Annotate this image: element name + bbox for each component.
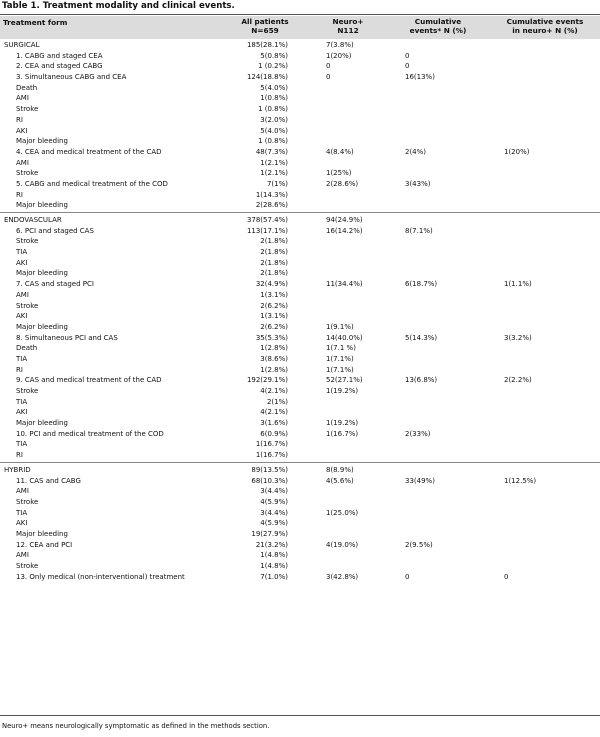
cell-cumulative-neuro: 1(20%): [504, 147, 530, 156]
table-row: [0, 258, 600, 269]
table-row: [0, 179, 600, 190]
header-treatment-form: Treatment form: [3, 18, 68, 27]
cell-all-patients: 21(3.2%): [255, 540, 288, 549]
cell-all-patients: 2(6.2%): [260, 301, 288, 310]
cell-cumulative-events: 2(33%): [405, 429, 431, 438]
table-row: [0, 450, 600, 461]
table-row: [0, 115, 600, 126]
cell-all-patients: 35(5.3%): [255, 333, 288, 342]
row-label: HYBRID: [4, 465, 31, 474]
row-label: 4. CEA and medical treatment of the CAD: [16, 147, 162, 156]
section-divider: [0, 212, 600, 213]
cell-all-patients: 2(1.8%): [260, 237, 288, 246]
cell-all-patients: 1(16.7%): [255, 451, 288, 460]
row-label: RI: [16, 115, 23, 124]
table-row: [0, 333, 600, 344]
cell-neuro: 1(20%): [326, 51, 352, 60]
cell-all-patients: 4(5.9%): [260, 497, 288, 506]
cell-all-patients: 3(4.4%): [260, 508, 288, 517]
table-row: [0, 61, 600, 72]
table-row: [0, 126, 600, 137]
table-row: [0, 343, 600, 354]
cell-neuro: 4(19.0%): [326, 540, 359, 549]
table-row: [0, 247, 600, 258]
table-row: [0, 486, 600, 497]
table-row: [0, 158, 600, 169]
row-label: TIA: [16, 440, 28, 449]
cell-all-patients: 378(57.4%): [246, 216, 288, 224]
row-label: Major bleeding: [16, 529, 68, 538]
row-label: Major bleeding: [16, 322, 68, 331]
cell-neuro: 4(5.6%): [326, 476, 354, 485]
cell-all-patients: 1 (0.8%): [258, 105, 288, 114]
table-row: [0, 397, 600, 408]
cell-neuro: 1(16.7%): [326, 429, 359, 438]
cell-cumulative-neuro: 0: [504, 572, 509, 581]
cell-all-patients: 2(1%): [266, 397, 288, 406]
cell-cumulative-events: 13(6.8%): [405, 376, 438, 385]
row-label: 11. CAS and CABG: [16, 476, 81, 485]
cell-all-patients: 185(28.1%): [246, 41, 288, 49]
header-all-patients: All patients N=659: [241, 17, 289, 35]
row-label: TIA: [16, 397, 28, 406]
cell-all-patients: 2(28.6%): [255, 201, 288, 210]
row-label: AKI: [16, 126, 28, 135]
cell-neuro: 1(7.1 %): [326, 344, 356, 353]
cell-all-patients: 1(2.8%): [260, 365, 288, 374]
cell-all-patients: 2(6.2%): [260, 322, 288, 331]
table-row: [0, 465, 600, 476]
table-row: [0, 365, 600, 376]
table-row: [0, 375, 600, 386]
cell-cumulative-events: 0: [405, 572, 410, 581]
cell-cumulative-neuro: 3(3.2%): [504, 333, 532, 342]
cell-all-patients: 1(4.8%): [260, 551, 288, 560]
cell-neuro: 1(7.1%): [326, 354, 354, 363]
cell-all-patients: 1 (0.2%): [258, 62, 288, 71]
cell-all-patients: 2(1.8%): [260, 248, 288, 257]
cell-all-patients: 3(4.4%): [260, 487, 288, 496]
row-label: Major bleeding: [16, 201, 68, 210]
cell-cumulative-events: 2(9.5%): [405, 540, 433, 549]
row-label: 6. PCI and staged CAS: [16, 226, 94, 235]
table-footnote: Neuro+ means neurologically symptomatic as defined in the methods section.: [2, 722, 270, 730]
row-label: Stroke: [16, 387, 39, 395]
table-row: [0, 190, 600, 201]
row-label: Major bleeding: [16, 419, 68, 428]
cell-cumulative-events: 3(43%): [405, 179, 431, 188]
cell-all-patients: 3(1.6%): [260, 419, 288, 428]
table-row: [0, 301, 600, 312]
table-row: [0, 290, 600, 301]
table-row: [0, 529, 600, 540]
cell-all-patients: 124(18.8%): [246, 73, 288, 82]
cell-all-patients: 4(5.9%): [260, 519, 288, 528]
cell-neuro: 1(7.1%): [326, 365, 354, 374]
cell-cumulative-events: 2(4%): [405, 147, 427, 156]
cell-all-patients: 7(1%): [266, 179, 288, 188]
table-row: [0, 279, 600, 290]
row-label: Stroke: [16, 105, 39, 114]
table-header: [0, 16, 600, 39]
cell-all-patients: 1 (0.8%): [258, 137, 288, 146]
row-label: 9. CAS and medical treatment of the CAD: [16, 376, 162, 385]
cell-all-patients: 5(4.0%): [260, 83, 288, 92]
cell-neuro: 3(42.8%): [326, 572, 359, 581]
row-label: Major bleeding: [16, 137, 68, 146]
row-label: AMI: [16, 158, 29, 167]
cell-cumulative-events: 5(14.3%): [405, 333, 438, 342]
table-row: [0, 550, 600, 561]
cell-neuro: 7(3.8%): [326, 41, 354, 49]
cell-all-patients: 1(3.1%): [260, 290, 288, 299]
table-row: [0, 354, 600, 365]
row-label: 8. Simultaneous PCI and CAS: [16, 333, 118, 342]
cell-all-patients: 1(2.8%): [260, 344, 288, 353]
cell-cumulative-events: 16(13%): [405, 73, 435, 82]
cell-neuro: 0: [326, 62, 331, 71]
cell-all-patients: 89(13.5%): [251, 465, 288, 474]
row-label: Major bleeding: [16, 269, 68, 278]
cell-all-patients: 3(8.6%): [260, 354, 288, 363]
table-row: [0, 540, 600, 551]
cell-cumulative-events: 6(18.7%): [405, 280, 438, 289]
row-label: 10. PCI and medical treatment of the COD: [16, 429, 164, 438]
header-cumulative-neuro: Cumulative events in neuro+ N (%): [506, 17, 584, 35]
row-label: 12. CEA and PCI: [16, 540, 73, 549]
cell-all-patients: 2(1.8%): [260, 269, 288, 278]
header-neuro: Neuro+ N112: [332, 17, 364, 35]
cell-all-patients: 1(2.1%): [260, 158, 288, 167]
header-cumulative-events: Cumulative events* N (%): [409, 17, 467, 35]
cell-all-patients: 2(1.8%): [260, 258, 288, 267]
cell-all-patients: 1(14.3%): [255, 190, 288, 199]
cell-neuro: 0: [326, 73, 331, 82]
row-label: Death: [16, 83, 38, 92]
section-divider: [0, 462, 600, 463]
table-row: [0, 236, 600, 247]
cell-all-patients: 4(2.1%): [260, 387, 288, 395]
table-row: [0, 200, 600, 211]
cell-all-patients: 1(16.7%): [255, 440, 288, 449]
row-label: 5. CABG and medical treatment of the COD: [16, 179, 168, 188]
table-row: [0, 51, 600, 62]
table-row: [0, 561, 600, 572]
cell-neuro: 1(19.2%): [326, 419, 359, 428]
cell-neuro: 8(8.9%): [326, 465, 354, 474]
cell-neuro: 4(8.4%): [326, 147, 354, 156]
table-row: [0, 386, 600, 397]
cell-all-patients: 113(17.1%): [246, 226, 288, 235]
cell-all-patients: 48(7.3%): [255, 147, 288, 156]
cell-all-patients: 1(0.8%): [260, 94, 288, 103]
cell-neuro: 2(28.6%): [326, 179, 359, 188]
table-row: [0, 215, 600, 226]
table-row: [0, 40, 600, 51]
row-label: 13. Only medical (non-interventional) treatment: [16, 572, 185, 581]
table-row: [0, 497, 600, 508]
cell-cumulative-neuro: 2(2.2%): [504, 376, 532, 385]
row-label: AMI: [16, 94, 29, 103]
row-label: Stroke: [16, 169, 39, 178]
cell-cumulative-events: 33(49%): [405, 476, 435, 485]
row-label: RI: [16, 190, 23, 199]
table-row: [0, 572, 600, 583]
row-label: AMI: [16, 290, 29, 299]
cell-neuro: 1(9.1%): [326, 322, 354, 331]
cell-all-patients: 1(4.8%): [260, 562, 288, 570]
row-label: TIA: [16, 508, 28, 517]
table-row: [0, 439, 600, 450]
row-label: TIA: [16, 248, 28, 257]
row-label: ENDOVASCULAR: [4, 216, 62, 224]
cell-neuro: 11(34.4%): [326, 280, 363, 289]
table-row: [0, 407, 600, 418]
cell-all-patients: 5(0.8%): [260, 51, 288, 60]
row-label: 3. Simultaneous CABG and CEA: [16, 73, 127, 82]
cell-cumulative-events: 0: [405, 51, 410, 60]
table-row: [0, 518, 600, 529]
cell-all-patients: 1(3.1%): [260, 312, 288, 321]
cell-all-patients: 7(1.0%): [260, 572, 288, 581]
cell-neuro: 52(27.1%): [326, 376, 363, 385]
row-label: Stroke: [16, 562, 39, 570]
cell-all-patients: 192(29.1%): [246, 376, 288, 385]
table-row: [0, 168, 600, 179]
row-label: Stroke: [16, 237, 39, 246]
cell-cumulative-events: 0: [405, 62, 410, 71]
row-label: AKI: [16, 258, 28, 267]
cell-neuro: 16(14.2%): [326, 226, 363, 235]
row-label: SURGICAL: [4, 41, 40, 49]
row-label: TIA: [16, 354, 28, 363]
table-row: [0, 311, 600, 322]
table-row: [0, 72, 600, 83]
cell-cumulative-neuro: 1(12.5%): [504, 476, 537, 485]
cell-all-patients: 5(4.0%): [260, 126, 288, 135]
table-row: [0, 226, 600, 237]
cell-neuro: 14(40.0%): [326, 333, 363, 342]
table-caption: Table 1. Treatment modality and clinical events.: [2, 1, 235, 11]
cell-all-patients: 4(2.1%): [260, 408, 288, 417]
cell-neuro: 1(19.2%): [326, 387, 359, 395]
table-row: [0, 268, 600, 279]
row-label: Stroke: [16, 497, 39, 506]
row-label: RI: [16, 365, 23, 374]
cell-all-patients: 6(0.9%): [260, 429, 288, 438]
table-row: [0, 147, 600, 158]
table-row: [0, 104, 600, 115]
row-label: AMI: [16, 487, 29, 496]
cell-cumulative-events: 8(7.1%): [405, 226, 433, 235]
row-label: 2. CEA and staged CABG: [16, 62, 103, 71]
table-row: [0, 322, 600, 333]
row-label: 7. CAS and staged PCI: [16, 280, 94, 289]
cell-cumulative-neuro: 1(1.1%): [504, 280, 532, 289]
cell-neuro: 1(25.0%): [326, 508, 359, 517]
cell-neuro: 94(24.9%): [326, 216, 363, 224]
table-row: [0, 508, 600, 519]
cell-all-patients: 19(27.9%): [251, 529, 288, 538]
table-row: [0, 476, 600, 487]
row-label: AKI: [16, 519, 28, 528]
table-row: [0, 418, 600, 429]
row-label: AKI: [16, 408, 28, 417]
row-label: RI: [16, 451, 23, 460]
table-row: [0, 83, 600, 94]
row-label: AKI: [16, 312, 28, 321]
table-row: [0, 136, 600, 147]
top-rule: [0, 14, 600, 15]
table-row: [0, 93, 600, 104]
row-label: AMI: [16, 551, 29, 560]
cell-all-patients: 3(2.0%): [260, 115, 288, 124]
cell-all-patients: 1(2.1%): [260, 169, 288, 178]
row-label: Death: [16, 344, 38, 353]
cell-all-patients: 68(10.3%): [251, 476, 288, 485]
row-label: 1. CABG and staged CEA: [16, 51, 103, 60]
cell-all-patients: 32(4.9%): [255, 280, 288, 289]
bottom-rule: [0, 715, 600, 716]
table-row: [0, 429, 600, 440]
row-label: Stroke: [16, 301, 39, 310]
cell-neuro: 1(25%): [326, 169, 352, 178]
table-body: [0, 40, 600, 582]
